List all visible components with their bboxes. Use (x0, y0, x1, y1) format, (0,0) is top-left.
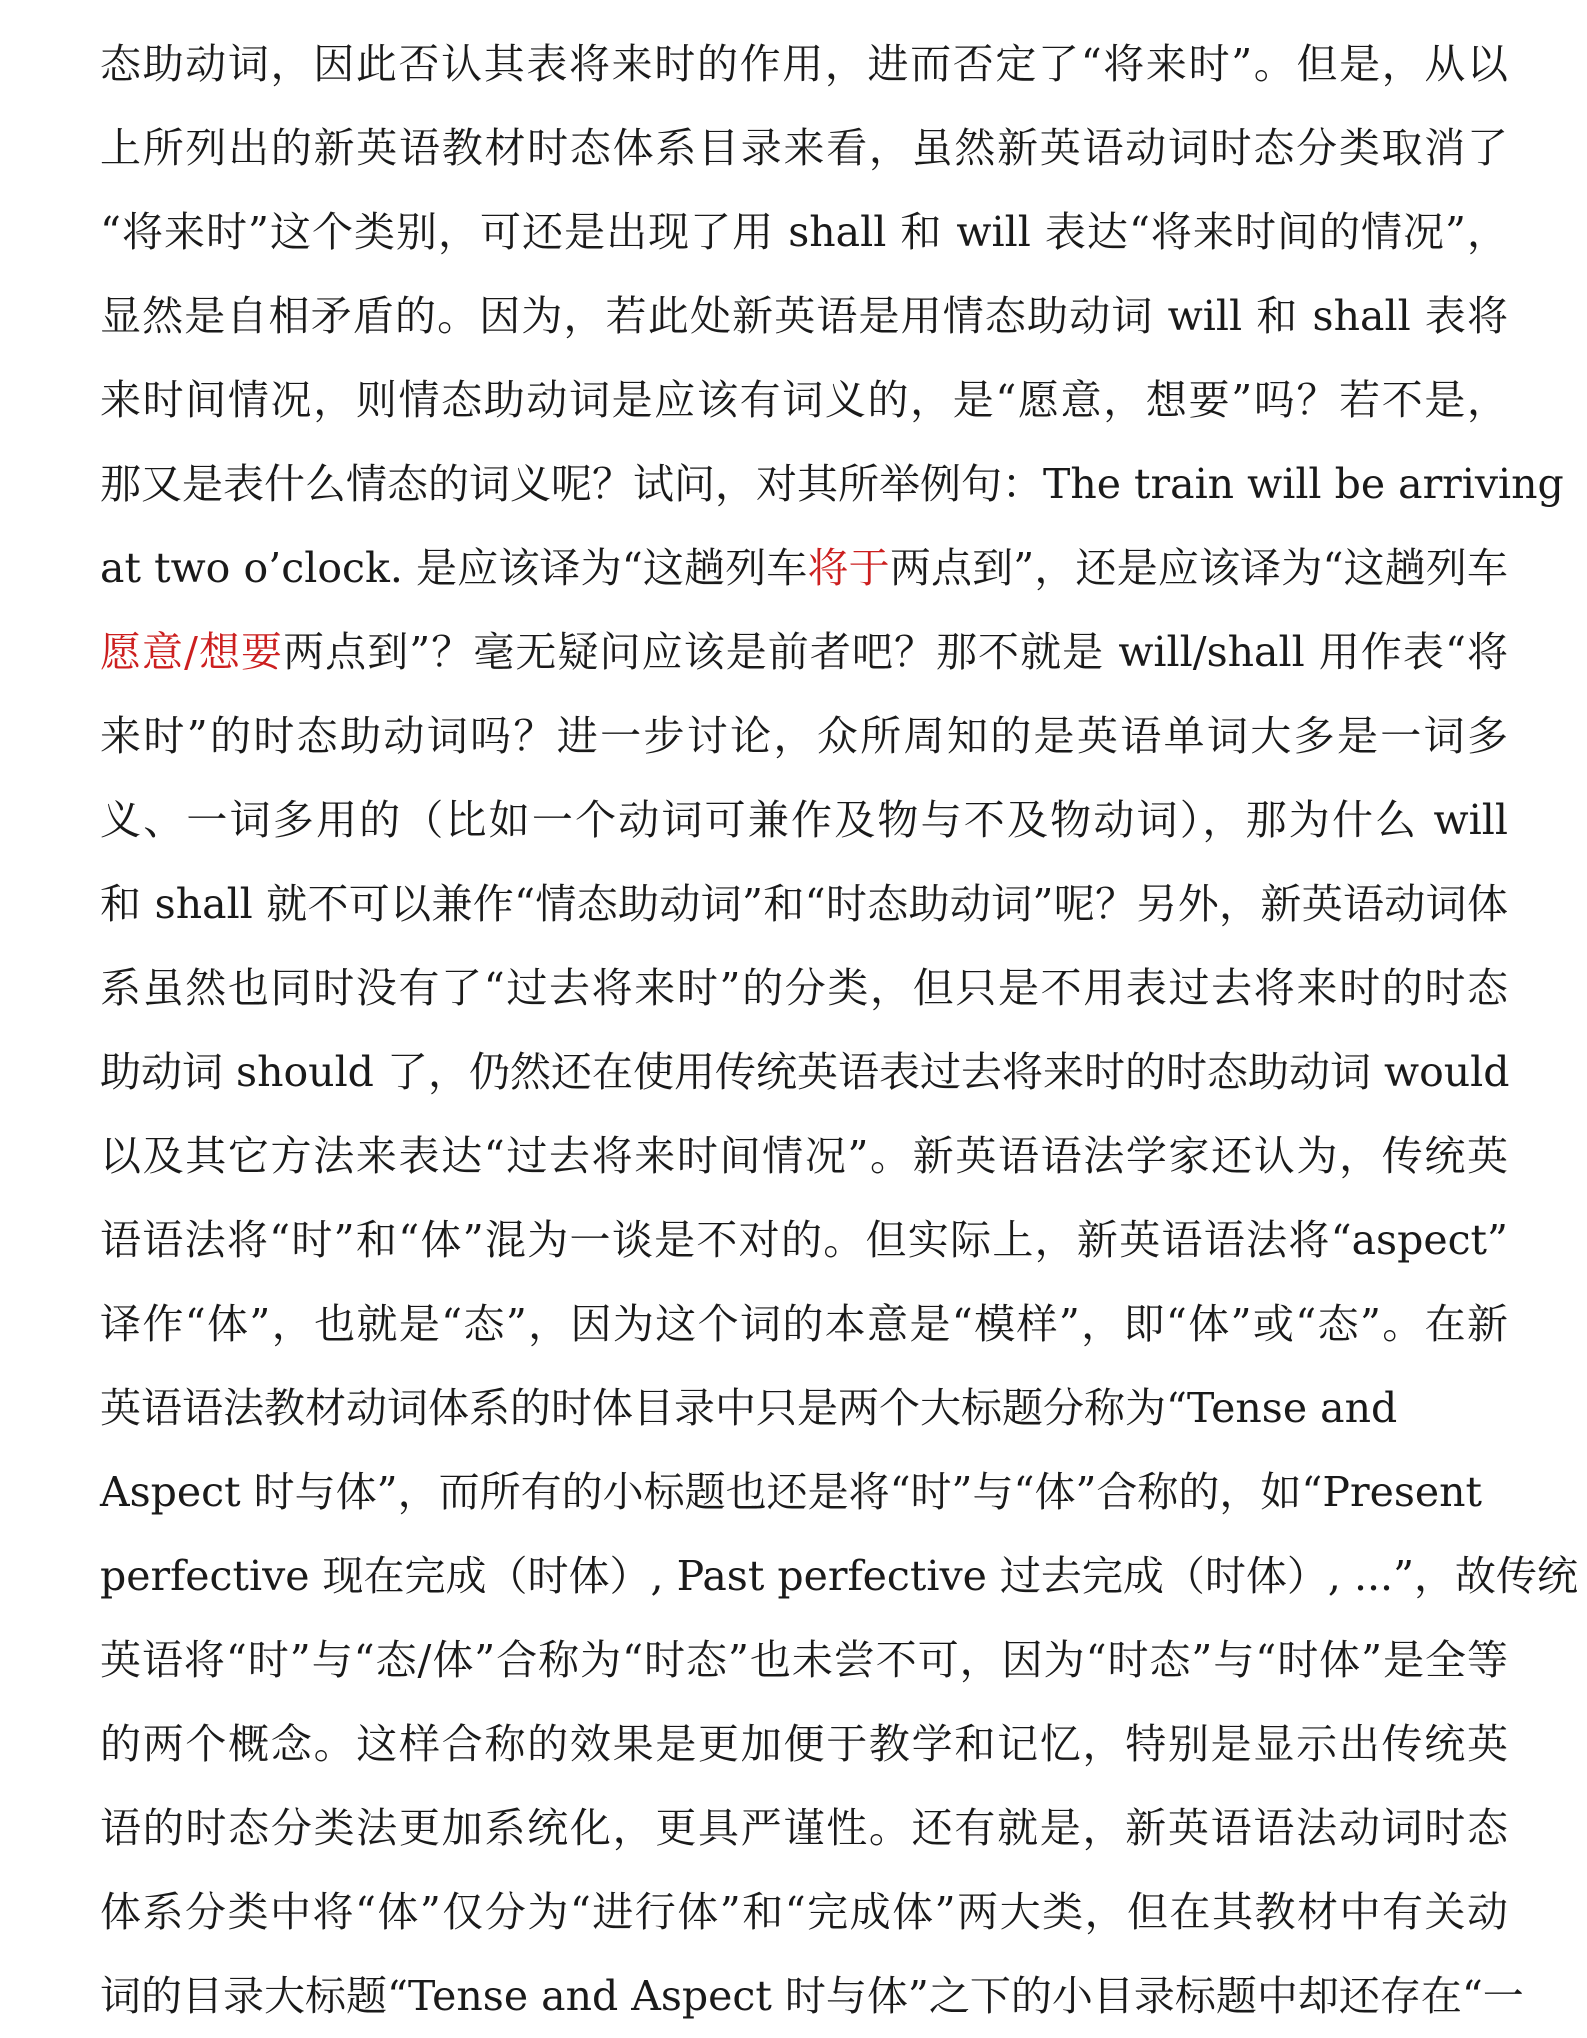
text-segment: perfective 现在完成（时体）, Past perfective 过去完成（时体）, ...”，故传统 (100, 1552, 1579, 1600)
text-line (100, 274, 1508, 358)
text-line (100, 358, 1508, 442)
text-segment: 态助动词，因此否认其表将来时的作用，进而否定了“将来时”。但是，从以 (100, 40, 1508, 88)
text-segment: 来时间情况，则情态助动词是应该有词义的，是“愿意，想要”吗？若不是， (100, 376, 1508, 424)
text-segment: 词的目录大标题“Tense and Aspect 时与体”之下的小目录标题中却还存在“一 (100, 1972, 1524, 2020)
text-line (100, 1114, 1508, 1198)
text-line (100, 1198, 1508, 1282)
document-page (100, 22, 1579, 2038)
text-line (100, 22, 1508, 106)
text-segment: 体系分类中将“体”仅分为“进行体”和“完成体”两大类，但在其教材中有关动 (100, 1888, 1508, 1936)
text-segment: 两点到”，还是应该译为“这趟列车 (889, 544, 1509, 592)
text-segment: 义、一词多用的（比如一个动词可兼作及物与不及物动词），那为什么 will (100, 796, 1508, 844)
text-line (100, 1030, 1508, 1114)
text-line (100, 1534, 1579, 1618)
paragraph-body (100, 22, 1579, 2038)
highlighted-text: 将于 (807, 544, 890, 592)
text-segment: “将来时”这个类别，可还是出现了用 shall 和 will 表达“将来时间的情况”， (100, 208, 1508, 256)
text-segment: 语的时态分类法更加系统化，更具严谨性。还有就是，新英语语法动词时态 (100, 1804, 1508, 1852)
text-line (100, 1954, 1524, 2038)
text-line (100, 778, 1508, 862)
text-line (100, 526, 1508, 610)
text-line (100, 1618, 1508, 1702)
text-line (100, 442, 1564, 526)
text-segment: 以及其它方法来表达“过去将来时间情况”。新英语语法学家还认为，传统英 (100, 1132, 1508, 1180)
text-segment: 的两个概念。这样合称的效果是更加便于教学和记忆，特别是显示出传统英 (100, 1720, 1508, 1768)
text-segment: 英语语法教材动词体系的时体目录中只是两个大标题分称为“Tense and (100, 1384, 1398, 1432)
text-line (100, 862, 1508, 946)
text-line (100, 1702, 1508, 1786)
text-segment: 英语将“时”与“态/体”合称为“时态”也未尝不可，因为“时态”与“时体”是全等 (100, 1636, 1508, 1684)
text-segment: at two o’clock. 是应该译为“这趟列车 (100, 544, 808, 592)
highlighted-text: 愿意/想要 (100, 628, 284, 676)
text-line (100, 1870, 1508, 1954)
text-segment: 来时”的时态助动词吗？进一步讨论，众所周知的是英语单词大多是一词多 (100, 712, 1508, 760)
text-segment: 显然是自相矛盾的。因为，若此处新英语是用情态助动词 will 和 shall 表将 (100, 292, 1508, 340)
text-segment: 两点到”？毫无疑问应该是前者吧？那不就是 will/shall 用作表“将 (283, 628, 1508, 676)
text-segment: 系虽然也同时没有了“过去将来时”的分类，但只是不用表过去将来时的时态 (100, 964, 1508, 1012)
text-line (100, 1786, 1508, 1870)
text-segment: Aspect 时与体”，而所有的小标题也还是将“时”与“体”合称的，如“Present (100, 1468, 1483, 1516)
text-line (100, 1282, 1508, 1366)
text-segment: 语语法将“时”和“体”混为一谈是不对的。但实际上，新英语语法将“aspect” (100, 1216, 1508, 1264)
text-line (100, 1450, 1508, 1534)
text-line (100, 610, 1508, 694)
text-segment: 上所列出的新英语教材时态体系目录来看，虽然新英语动词时态分类取消了 (100, 124, 1508, 172)
text-line (100, 1366, 1508, 1450)
text-line (100, 946, 1508, 1030)
text-segment: 和 shall 就不可以兼作“情态助动词”和“时态助动词”呢？另外，新英语动词体 (100, 880, 1508, 928)
text-segment: 助动词 should 了，仍然还在使用传统英语表过去将来时的时态助动词 would (100, 1048, 1510, 1096)
text-line (100, 694, 1508, 778)
text-segment: 译作“体”，也就是“态”，因为这个词的本意是“模样”，即“体”或“态”。在新 (100, 1300, 1508, 1348)
text-line (100, 190, 1508, 274)
text-segment: 那又是表什么情态的词义呢？试问，对其所举例句：The train will be arriving (100, 460, 1564, 508)
text-line (100, 106, 1508, 190)
